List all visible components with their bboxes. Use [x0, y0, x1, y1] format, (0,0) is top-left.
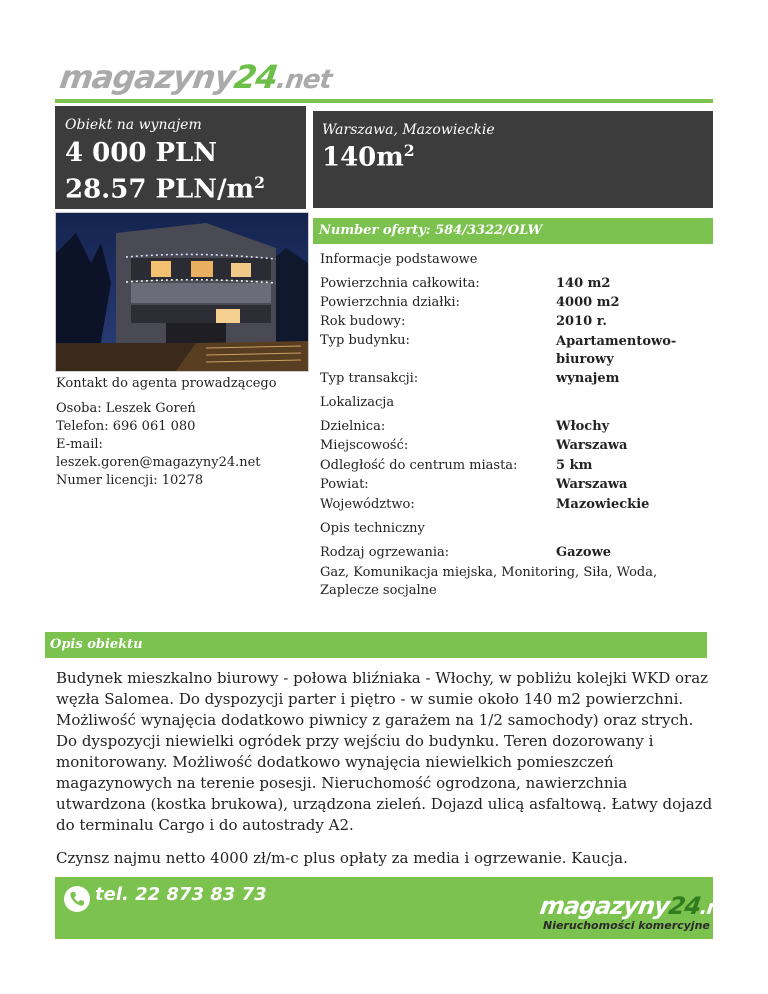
price: 4 000 PLN: [65, 138, 218, 168]
footer-tagline: Nieruchomości komercyjne: [543, 919, 710, 932]
location-label-city: Miejscowość:: [320, 438, 409, 453]
tech-value-heating: Gazowe: [556, 545, 612, 560]
agent-license: Numer licencji: 10278: [56, 473, 204, 488]
description-title: Opis obiektu: [45, 632, 707, 658]
header-divider: [55, 99, 713, 103]
tech-equipment: Gaz, Komunikacja miejska, Monitoring, Siła, Woda, Zaplecze socjalne: [320, 565, 658, 598]
agent-name: Osoba: Leszek Goreń: [56, 401, 196, 416]
basic-label-plot-area: Powierzchnia działki:: [320, 295, 460, 310]
location-label-distance: Odległość do centrum miasta:: [320, 458, 518, 473]
basic-value-total-area: 140 m2: [556, 276, 611, 291]
basic-label-build-year: Rok budowy:: [320, 314, 406, 329]
location-label-district: Dzielnica:: [320, 419, 386, 434]
location-value-county: Warszawa: [556, 477, 628, 492]
basic-value-plot-area: 4000 m2: [556, 295, 620, 310]
basic-value-build-year: 2010 r.: [556, 314, 607, 329]
agent-email[interactable]: leszek.goren@magazyny24.net: [56, 455, 261, 470]
footer-logo-part1: magazyny: [538, 892, 671, 920]
location-label-county: Powiat:: [320, 477, 369, 492]
agent-section-title: Kontakt do agenta prowadzącego: [56, 376, 277, 391]
basic-label-building-type: Typ budynku:: [320, 333, 410, 348]
phone-icon: [64, 886, 90, 912]
basic-label-total-area: Powierzchnia całkowita:: [320, 276, 480, 291]
agent-email-label: E-mail:: [56, 437, 103, 452]
offer-number: Number oferty: 584/3322/OLW: [313, 218, 713, 244]
price-per-m2-exponent: 2: [254, 173, 265, 192]
location-value-city: Warszawa: [556, 438, 628, 453]
location-value-voivodeship: Mazowieckie: [556, 497, 650, 512]
price-per-m2: [65, 173, 265, 205]
offer-location: Warszawa, Mazowieckie: [322, 122, 495, 138]
tech-label-heating: Rodzaj ogrzewania:: [320, 545, 450, 560]
offer-type: Obiekt na wynajem: [65, 117, 202, 133]
basic-value-building-type: Apartamentowo-biurowy: [556, 334, 677, 367]
property-photo-illustration: [56, 213, 308, 371]
footer-logo-part2: 24: [666, 892, 703, 920]
basic-value-transaction-type: wynajem: [556, 371, 620, 386]
offer-area: [322, 141, 415, 173]
tech-title: Opis techniczny: [320, 521, 425, 536]
price-box: [55, 106, 306, 209]
location-title: Lokalizacja: [320, 395, 395, 410]
offer-area-text: 140m: [322, 142, 404, 173]
price-per-m2-text: 28.57 PLN/m: [65, 174, 255, 205]
site-logo: [57, 58, 334, 96]
location-area-box: [313, 111, 713, 208]
offer-area-exponent: 2: [403, 141, 415, 160]
logo-text-part2: 24: [231, 58, 280, 96]
logo-text-part3: .net: [274, 65, 334, 95]
basic-label-transaction-type: Typ transakcji:: [320, 371, 419, 386]
property-photo[interactable]: [55, 212, 309, 372]
basic-info-title: Informacje podstawowe: [320, 252, 478, 267]
location-value-distance: 5 km: [556, 458, 593, 473]
agent-phone: Telefon: 696 061 080: [56, 419, 196, 434]
location-value-district: Włochy: [556, 419, 610, 434]
footer-logo: [538, 892, 743, 920]
description-text: Budynek mieszkalno biurowy - połowa bliźniaka - Włochy, w pobliżu kolejki WKD oraz węzła Salomea. Do dyspozycji parter i piętro - w sumie około 140 m2 powierzchni. Możliwość wynajęcia dodatkowo piwnicy z garażem na 1/2 samochody) oraz strych. Do dyspozycji niewielki ogródek przy wejściu do budynku. Teren dozorowany i monitorowany. Możliwość dodatkowo wynajęcia niewielkich pomieszczeń magazynowych na terenie posesji. Nieruchomość ogrodzona, nawierzchnia utwardzona (kostka brukowa), urządzona zieleń. Dojazd ulicą asfaltową. Łatwy dojazd do terminalu Cargo i do autostrady A2.: [56, 669, 713, 834]
logo-text-part1: magazyny: [57, 58, 238, 96]
agent-info: [56, 400, 261, 490]
location-label-voivodeship: Województwo:: [320, 497, 415, 512]
footer-logo-part3: .net: [698, 895, 743, 919]
description-text-rent: Czynsz najmu netto 4000 zł/m-c plus opłaty za media i ogrzewanie. Kaucja.: [56, 849, 628, 867]
footer-phone[interactable]: tel. 22 873 83 73: [95, 884, 267, 905]
